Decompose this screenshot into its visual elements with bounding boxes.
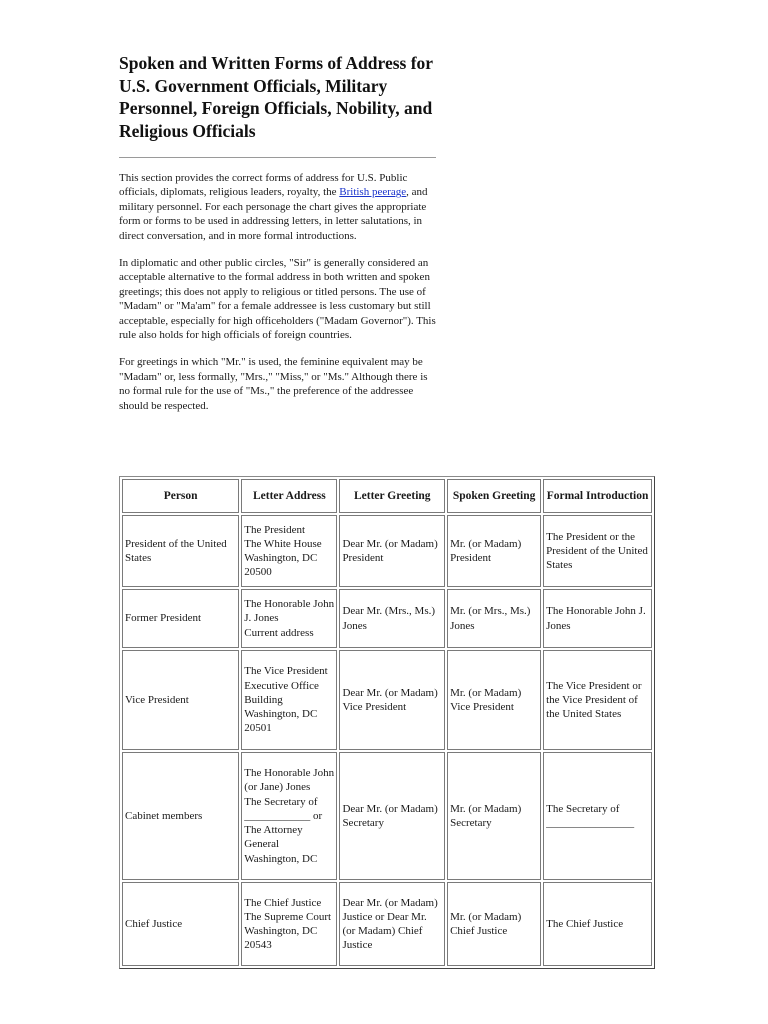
cell-spoken-greeting: Mr. (or Madam) Vice President [447, 650, 541, 750]
table-row [122, 752, 652, 880]
cell-letter-greeting: Dear Mr. (or Madam) Vice President [339, 650, 445, 750]
page-title: Spoken and Written Forms of Address for U.S. Government Officials, Military Personnel, Foreign Officials, Nobility, and Religious Officials [119, 53, 433, 141]
address-line: Executive Office Building [244, 679, 319, 706]
cell-person: Vice President [122, 650, 239, 750]
cell-spoken-greeting: Mr. (or Madam) Chief Justice [447, 882, 541, 966]
address-line: Current address [244, 626, 314, 639]
address-line: The Supreme Court [244, 910, 332, 923]
horizontal-rule [119, 157, 436, 158]
address-line: Washington, DC [244, 852, 318, 865]
cell-formal-introduction: The Secretary of ________________ [543, 752, 652, 880]
cell-letter-address [241, 882, 337, 966]
header-formal-introduction: Formal Introduction [543, 479, 652, 513]
header-letter-greeting: Letter Greeting [339, 479, 445, 513]
address-line: The Chief Justice [244, 896, 322, 909]
british-peerage-link[interactable]: British peerage [339, 186, 407, 199]
address-line: Washington, DC 20501 [244, 708, 318, 735]
cell-letter-greeting: Dear Mr. (or Madam) Secretary [339, 752, 445, 880]
intro-text-after-link: , and military personnel. For each personage the chart gives the appropriate form or forms to be used in addressing letters, in letter salutations, in direct conversation, and in more formal introductions. [119, 186, 428, 242]
cell-letter-address [241, 589, 337, 648]
address-line: The Secretary of ____________ or [244, 795, 323, 822]
document-page [119, 52, 659, 952]
address-line: The White House [244, 537, 322, 550]
table-row [122, 882, 652, 966]
cell-person: Cabinet members [122, 752, 239, 880]
cell-letter-address [241, 515, 337, 587]
address-line: The Vice President [244, 665, 328, 678]
header-person: Person [122, 479, 239, 513]
address-line: The Attorney General [244, 824, 303, 851]
cell-person: President of the United States [122, 515, 239, 587]
cell-formal-introduction: The Vice President or the Vice President of the United States [543, 650, 652, 750]
header-spoken-greeting: Spoken Greeting [447, 479, 541, 513]
cell-spoken-greeting: Mr. (or Mrs., Ms.) Jones [447, 589, 541, 648]
cell-spoken-greeting: Mr. (or Madam) Secretary [447, 752, 541, 880]
address-line: The Honorable John J. Jones [244, 598, 335, 625]
cell-letter-address [241, 650, 337, 750]
cell-person: Former President [122, 589, 239, 648]
cell-formal-introduction: The President or the President of the United States [543, 515, 652, 587]
address-line: The Honorable John (or Jane) Jones [244, 767, 335, 794]
cell-letter-address [241, 752, 337, 880]
cell-letter-greeting: Dear Mr. (or Madam) President [339, 515, 445, 587]
header-letter-address: Letter Address [241, 479, 337, 513]
table-row [122, 589, 652, 648]
sir-usage-paragraph: In diplomatic and other public circles, "Sir" is generally considered an acceptable alternative to the formal address in both written and spoken greetings; this does not apply to religious or titled persons. The use of "Madam" or "Ma'am" for a female addressee is less customary but still acceptable, especially for high officeholders ("Madam Governor"). This rule also holds for high officials of foreign countries. [119, 257, 436, 342]
address-line: Washington, DC 20543 [244, 925, 318, 952]
address-line: The President [244, 523, 306, 536]
table-row [122, 515, 652, 587]
greetings-paragraph: For greetings in which "Mr." is used, the feminine equivalent may be "Madam" or, less formally, "Mrs.," "Miss," or "Ms." Although there is no formal rule for the use of "Ms.," the preference of the addressee should be respected. [119, 356, 428, 412]
table-header-row [122, 479, 652, 513]
cell-letter-greeting: Dear Mr. (or Madam) Justice or Dear Mr. (or Madam) Chief Justice [339, 882, 445, 966]
table-row [122, 650, 652, 750]
cell-letter-greeting: Dear Mr. (Mrs., Ms.) Jones [339, 589, 445, 648]
intro-paragraph [119, 171, 437, 243]
cell-spoken-greeting: Mr. (or Madam) President [447, 515, 541, 587]
cell-formal-introduction: The Chief Justice [543, 882, 652, 966]
forms-of-address-table [119, 476, 655, 969]
cell-formal-introduction: The Honorable John J. Jones [543, 589, 652, 648]
cell-person: Chief Justice [122, 882, 239, 966]
intro-text-before-link: This section provides the correct forms of address for U.S. Public officials, diplomats, religious leaders, royalty, the [119, 172, 408, 199]
address-line: Washington, DC 20500 [244, 552, 318, 579]
